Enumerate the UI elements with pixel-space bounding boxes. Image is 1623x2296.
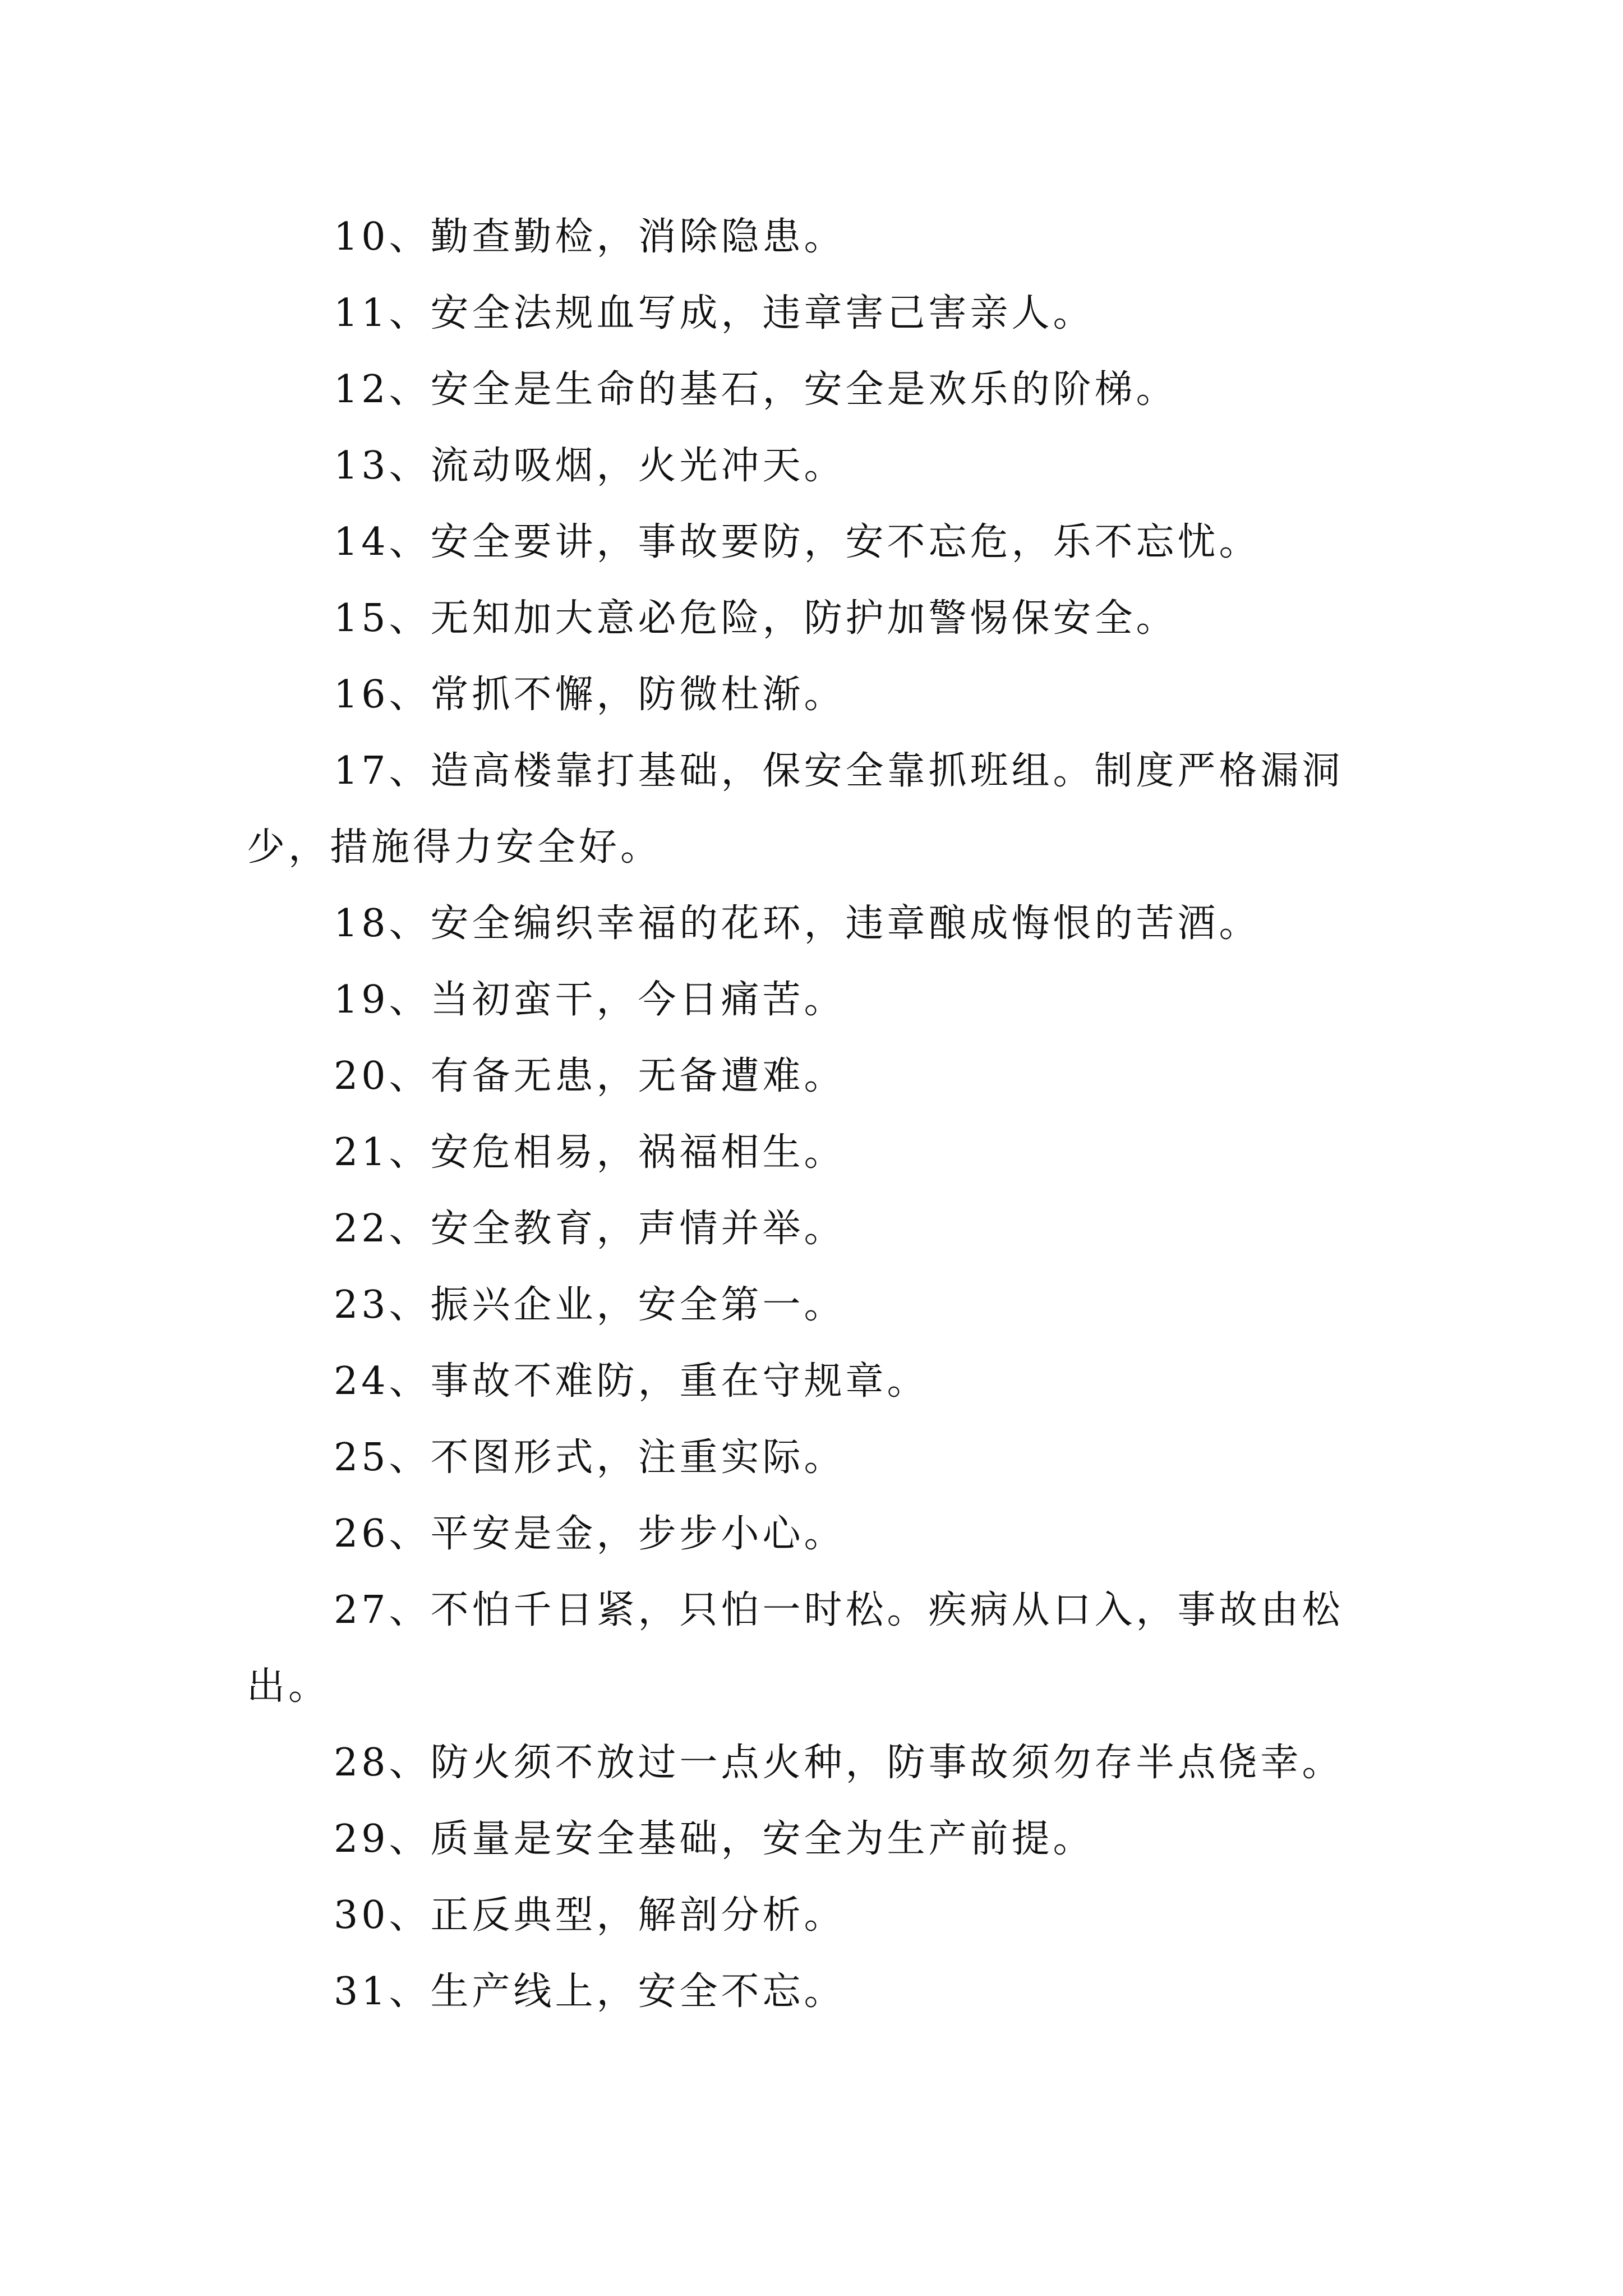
list-item: 22、安全教育，声情并举。: [334, 1207, 846, 1251]
list-item: 19、当初蛮干，今日痛苦。: [334, 978, 846, 1022]
slogan-list: [247, 199, 1413, 2030]
list-item: 26、平安是金，步步小心。: [334, 1512, 846, 1556]
list-item: 31、生产线上，安全不忘。: [334, 1970, 846, 2014]
list-item: 12、安全是生命的基石，安全是欢乐的阶梯。: [334, 367, 1178, 412]
list-item: 29、质量是安全基础，安全为生产前提。: [334, 1817, 1095, 1861]
list-item: 13、流动吸烟，火光冲天。: [334, 444, 846, 488]
list-item: 11、安全法规血写成，违章害己害亲人。: [334, 291, 1095, 335]
list-item: 15、无知加大意必危险，防护加警惕保安全。: [334, 596, 1178, 641]
list-item: 10、勤查勤检，消除隐患。: [334, 215, 846, 259]
list-item: 16、常抓不懈，防微杜渐。: [334, 673, 846, 717]
list-item: 24、事故不难防，重在守规章。: [334, 1359, 929, 1404]
list-item: 18、安全编织幸福的花环，违章酿成悔恨的苦酒。: [334, 901, 1261, 946]
list-item: 28、防火须不放过一点火种，防事故须勿存半点侥幸。: [334, 1741, 1344, 1785]
list-item: 17、造高楼靠打基础，保安全靠抓班组。制度严格漏洞少，措施得力安全好。: [247, 749, 1344, 869]
list-item: 27、不怕千日紧，只怕一时松。疾病从口入，事故由松出。: [247, 1588, 1344, 1709]
list-item: 14、安全要讲，事故要防，安不忘危，乐不忘忧。: [334, 520, 1261, 564]
list-item: 30、正反典型，解剖分析。: [334, 1893, 846, 1938]
list-item: 21、安危相易，祸福相生。: [334, 1130, 846, 1175]
list-item: 23、振兴企业，安全第一。: [334, 1283, 846, 1327]
list-item: 25、不图形式，注重实际。: [334, 1435, 846, 1480]
list-item: 20、有备无患，无备遭难。: [334, 1054, 846, 1098]
